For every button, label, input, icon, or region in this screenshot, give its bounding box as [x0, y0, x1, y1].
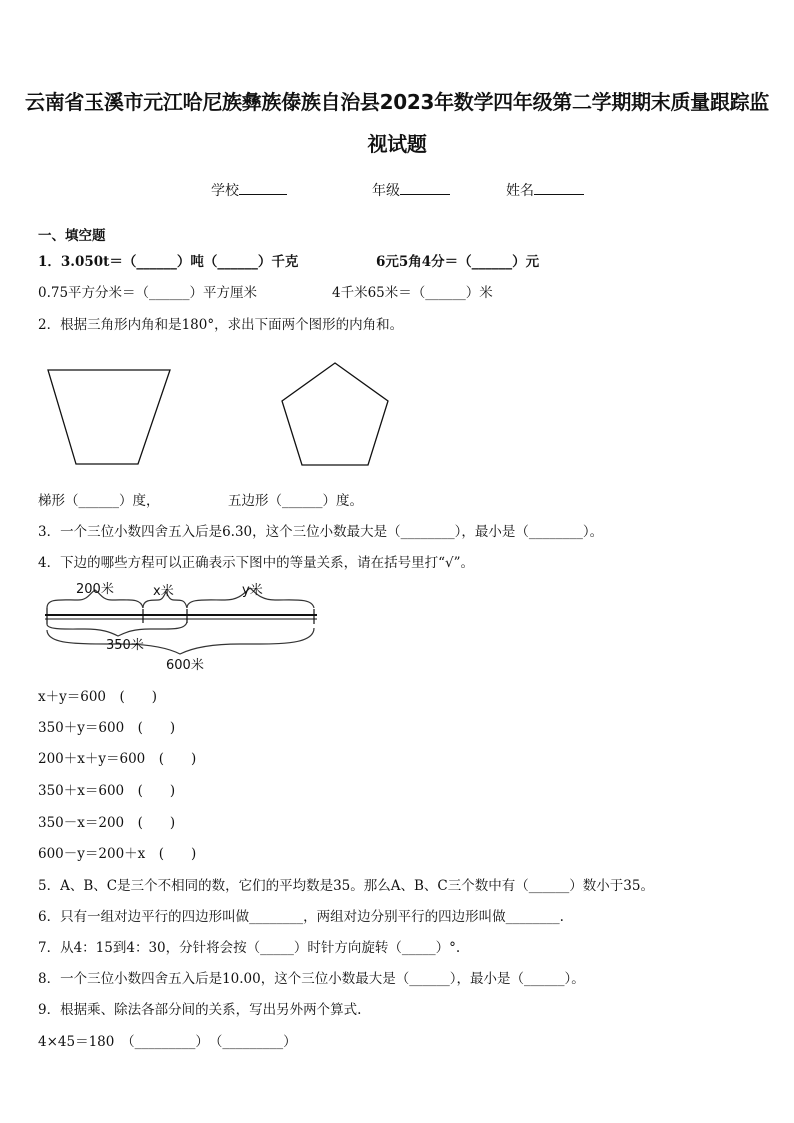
q1-part-c: 0.75平方分米＝（______）平方厘米 — [38, 285, 258, 301]
q7-text: 7．从4：15到4：30，分针将会按（_____）时针方向旋转（_____）°. — [38, 940, 461, 956]
q2-trapezoid-answer: 梯形（______）度， — [38, 493, 160, 509]
grade-label: 年级 — [372, 183, 400, 199]
q4-option-5[interactable]: 350－x＝200 ( ) — [38, 815, 176, 831]
school-label: 学校 — [211, 183, 239, 199]
school-field[interactable] — [211, 180, 287, 200]
grade-blank[interactable] — [400, 180, 450, 195]
q4-text: 4．下边的哪些方程可以正确表示下图中的等量关系，请在括号里打“√”。 — [38, 555, 474, 571]
label-200m: 200米 — [76, 582, 114, 597]
name-field[interactable] — [506, 180, 584, 200]
q1-part-a: 1．3.050t＝（______）吨（______）千克 — [38, 254, 299, 270]
q4-option-4[interactable]: 350＋x＝600 ( ) — [38, 783, 176, 799]
q8-text: 8．一个三位小数四舍五入后是10.00，这个三位小数最大是（______），最小是（______）。 — [38, 971, 585, 987]
segment-diagram — [40, 578, 330, 678]
label-350m: 350米 — [106, 638, 144, 653]
page-title-line2: 视试题 — [367, 132, 427, 156]
name-label: 姓名 — [506, 183, 534, 199]
q3-text: 3．一个三位小数四舍五入后是6.30，这个三位小数最大是（________），最小是（________）。 — [38, 524, 604, 540]
q4-option-3[interactable]: 200＋x＋y＝600 ( ) — [38, 751, 197, 767]
page-title-line1: 云南省玉溪市元江哈尼族彝族傣族自治县2023年数学四年级第二学期期末质量跟踪监 — [25, 90, 769, 114]
q4-option-6[interactable]: 600－y＝200＋x ( ) — [38, 846, 197, 862]
label-x: x米 — [153, 584, 174, 599]
trapezoid-figure — [46, 366, 172, 468]
q9-text: 9．根据乘、除法各部分间的关系，写出另外两个算式. — [38, 1002, 362, 1018]
q4-option-2[interactable]: 350＋y＝600 ( ) — [38, 720, 176, 736]
school-blank[interactable] — [239, 180, 287, 195]
section-heading: 一、填空题 — [38, 228, 106, 244]
name-blank[interactable] — [534, 180, 584, 195]
q5-text: 5．A、B、C是三个不相同的数，它们的平均数是35。那么A、B、C三个数中有（______）数小于35。 — [38, 878, 654, 894]
q2-text: 2．根据三角形内角和是180°，求出下面两个图形的内角和。 — [38, 317, 404, 333]
q6-text: 6．只有一组对边平行的四边形叫做________，两组对边分别平行的四边形叫做________. — [38, 909, 564, 925]
label-y: y米 — [242, 583, 263, 598]
q9-equation: 4×45＝180 （_________） （_________） — [38, 1034, 297, 1050]
pentagon-figure — [279, 360, 391, 470]
grade-field[interactable] — [372, 180, 450, 200]
q2-pentagon-answer: 五边形（______）度。 — [228, 493, 363, 509]
q1-part-b: 6元5角4分＝（______）元 — [376, 254, 540, 270]
q4-option-1[interactable]: x＋y＝600 ( ) — [38, 689, 158, 705]
label-600m: 600米 — [166, 658, 204, 673]
q1-part-d: 4千米65米＝（______）米 — [332, 285, 493, 301]
